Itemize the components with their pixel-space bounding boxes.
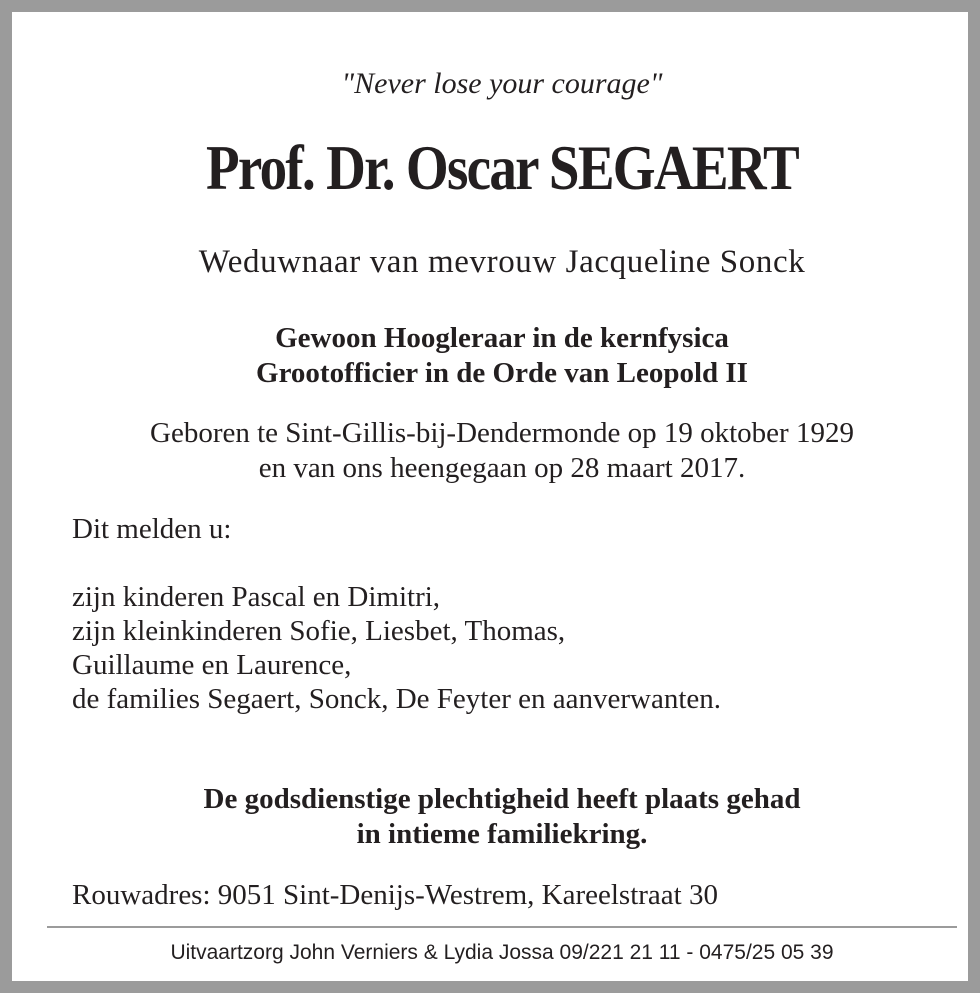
- birth-line: Geboren te Sint-Gillis-bij-Dendermonde op 19 oktober 1929: [150, 417, 854, 449]
- deceased-name: Prof. Dr. Oscar SEGAERT: [205, 132, 799, 203]
- birth-death-dates: [12, 416, 980, 486]
- footer-divider: [47, 926, 957, 928]
- ceremony-line: De godsdienstige plechtigheid heeft plaats gehad: [203, 783, 801, 815]
- family-line: zijn kleinkinderen Sofie, Liesbet, Thomas,: [72, 615, 566, 647]
- quote: "Never lose your courage": [341, 67, 663, 100]
- family-line: Guillaume en Laurence,: [72, 649, 352, 681]
- family-line: zijn kinderen Pascal en Dimitri,: [72, 581, 441, 613]
- family-list: [72, 580, 721, 716]
- announcement: Dit melden u:: [72, 513, 232, 545]
- mourning-address: Rouwadres: 9051 Sint-Denijs-Westrem, Kareelstraat 30: [72, 879, 718, 911]
- widower-line: Weduwnaar van mevrouw Jacqueline Sonck: [198, 244, 806, 280]
- academic-titles: [12, 321, 980, 391]
- funeral-home-footer: Uitvaartzorg John Verniers & Lydia Jossa 09/221 21 11 - 0475/25 05 39: [170, 941, 834, 964]
- title-line: Grootofficier in de Orde van Leopold II: [256, 357, 748, 389]
- family-line: de families Segaert, Sonck, De Feyter en aanverwanten.: [72, 683, 722, 715]
- death-line: en van ons heengegaan op 28 maart 2017.: [258, 452, 746, 484]
- title-line: Gewoon Hoogleraar in de kernfysica: [275, 322, 729, 354]
- ceremony-notice: [12, 782, 980, 852]
- ceremony-line: in intieme familiekring.: [356, 818, 648, 850]
